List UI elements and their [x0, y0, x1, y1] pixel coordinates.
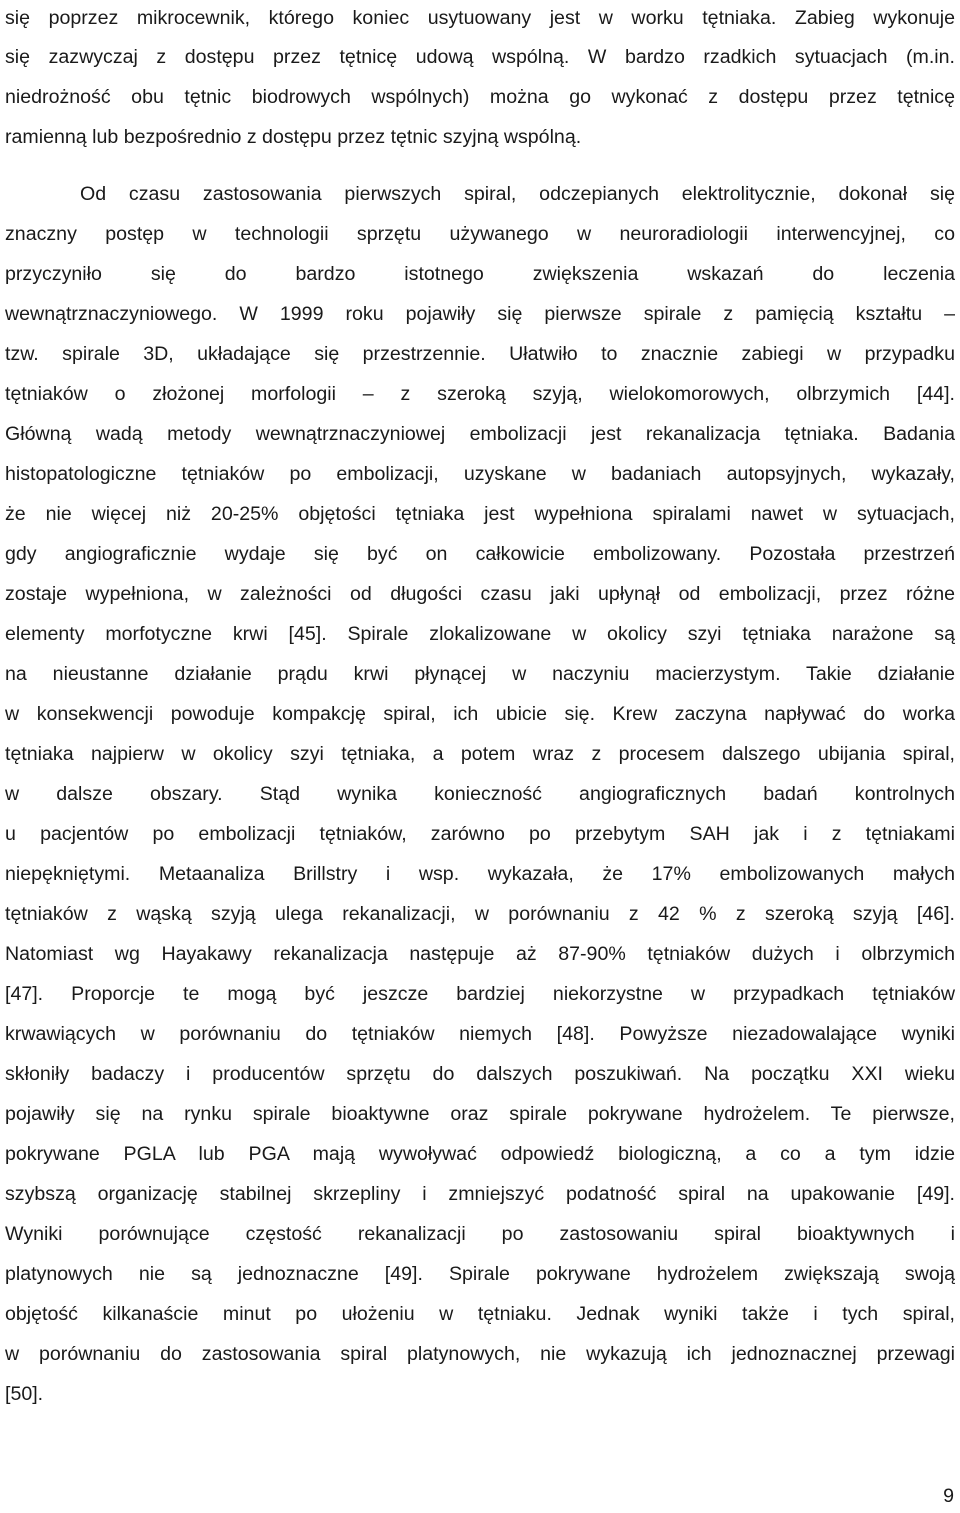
text-line: platynowych nie są jednoznaczne [49]. Spirale pokrywane hydrożelem zwiększają swoją — [5, 1263, 955, 1285]
text-line: ramienną lub bezpośrednio z dostępu przez tętnic szyjną wspólną. — [5, 126, 582, 148]
text-line: przyczyniło się do bardzo istotnego zwiększenia wskazań do leczenia — [5, 263, 955, 285]
paragraph-procedure-access — [5, 0, 955, 157]
text-line: niedrożność obu tętnic biodrowych wspólnych) można go wykonać z dostępu przez tętnicę — [5, 86, 955, 108]
text-line: Natomiast wg Hayakawy rekanalizacja następuje aż 87-90% tętniaków dużych i olbrzymich — [5, 943, 955, 965]
text-line: tętniaków o złożonej morfologii – z szeroką szyją, wielokomorowych, olbrzymich [44]. — [5, 383, 955, 405]
text-line: w porównaniu do zastosowania spiral platynowych, nie wykazują ich jednoznacznej przewagi — [5, 1343, 955, 1365]
text-line: Główną wadą metody wewnątrznaczyniowej embolizacji jest rekanalizacja tętniaka. Badania — [5, 423, 955, 445]
text-line: tętniaka najpierw w okolicy szyi tętniaka, a potem wraz z procesem dalszego ubijania spiral, — [5, 743, 955, 765]
text-line: wewnątrznaczyniowego. W 1999 roku pojawiły się pierwsze spirale z pamięcią kształtu – — [5, 303, 955, 325]
text-line: histopatologiczne tętniaków po embolizacji, uzyskane w badaniach autopsyjnych, wykazały, — [5, 463, 955, 485]
text-line: skłoniły badaczy i producentów sprzętu do dalszych poszukiwań. Na początku XXI wieku — [5, 1063, 955, 1085]
text-line: [50]. — [5, 1383, 44, 1405]
text-line: [47]. Proporcje te mogą być jeszcze bardziej niekorzystne w przypadkach tętniaków — [5, 983, 955, 1005]
text-line: krwawiących w porównaniu do tętniaków niemych [48]. Powyższe niezadowalające wyniki — [5, 1023, 955, 1045]
text-line: znaczny postęp w technologii sprzętu używanego w neuroradiologii interwencyjnej, co — [5, 223, 955, 245]
text-line: u pacjentów po embolizacji tętniaków, zarówno po przebytym SAH jak i z tętniakami — [5, 823, 955, 845]
text-line: niepękniętymi. Metaanaliza Brillstry i wsp. wykazała, że 17% embolizowanych małych — [5, 863, 955, 885]
text-line: Wyniki porównujące częstość rekanalizacji po zastosowaniu spiral bioaktywnych i — [5, 1223, 955, 1245]
text-line: pokrywane PGLA lub PGA mają wywoływać odpowiedź biologiczną, a co a tym idzie — [5, 1143, 955, 1165]
text-line: że nie więcej niż 20-25% objętości tętniaka jest wypełniona spiralami nawet w sytuacjach, — [5, 503, 955, 525]
text-line: tzw. spirale 3D, układające się przestrzennie. Ułatwiło to znacznie zabiegi w przypadku — [5, 343, 955, 365]
document-page — [5, 0, 955, 1414]
text-line: na nieustanne działanie prądu krwi płynącej w naczyniu macierzystym. Takie działanie — [5, 663, 955, 685]
text-line: się zazwyczaj z dostępu przez tętnicę udową wspólną. W bardzo rzadkich sytuacjach (m.in. — [5, 46, 955, 68]
text-line: Od czasu zastosowania pierwszych spiral, odczepianych elektrolitycznie, dokonał się — [80, 183, 955, 205]
text-line: objętość kilkanaście minut po ułożeniu w tętniaku. Jednak wyniki także i tych spiral, — [5, 1303, 955, 1325]
text-line: pojawiły się na rynku spirale bioaktywne oraz spirale pokrywane hydrożelem. Te pierwsze, — [5, 1103, 955, 1125]
page-number: 9 — [943, 1485, 954, 1507]
text-line: elementy morfotyczne krwi [45]. Spirale zlokalizowane w okolicy szyi tętniaka narażone są — [5, 623, 955, 645]
text-line: w konsekwencji powoduje kompakcję spiral, ich ubicie się. Krew zaczyna napływać do worka — [5, 703, 955, 725]
text-line: szybszą organizację stabilnej skrzepliny i zmniejszyć podatność spiral na upakowanie [49]. — [5, 1183, 955, 1205]
text-line: w dalsze obszary. Stąd wynika konieczność angiograficznych badań kontrolnych — [5, 783, 955, 805]
text-line: gdy angiograficznie wydaje się być on całkowicie embolizowany. Pozostała przestrzeń — [5, 543, 955, 565]
paragraph-coil-technology — [5, 174, 955, 1414]
text-line: się poprzez mikrocewnik, którego koniec usytuowany jest w worku tętniaka. Zabieg wykonuje — [5, 7, 955, 29]
text-line: tętniaków z wąską szyją ulega rekanalizacji, w porównaniu z 42 % z szeroką szyją [46]. — [5, 903, 955, 925]
text-line: zostaje wypełniona, w zależności od długości czasu jaki upłynął od embolizacji, przez różne — [5, 583, 955, 605]
